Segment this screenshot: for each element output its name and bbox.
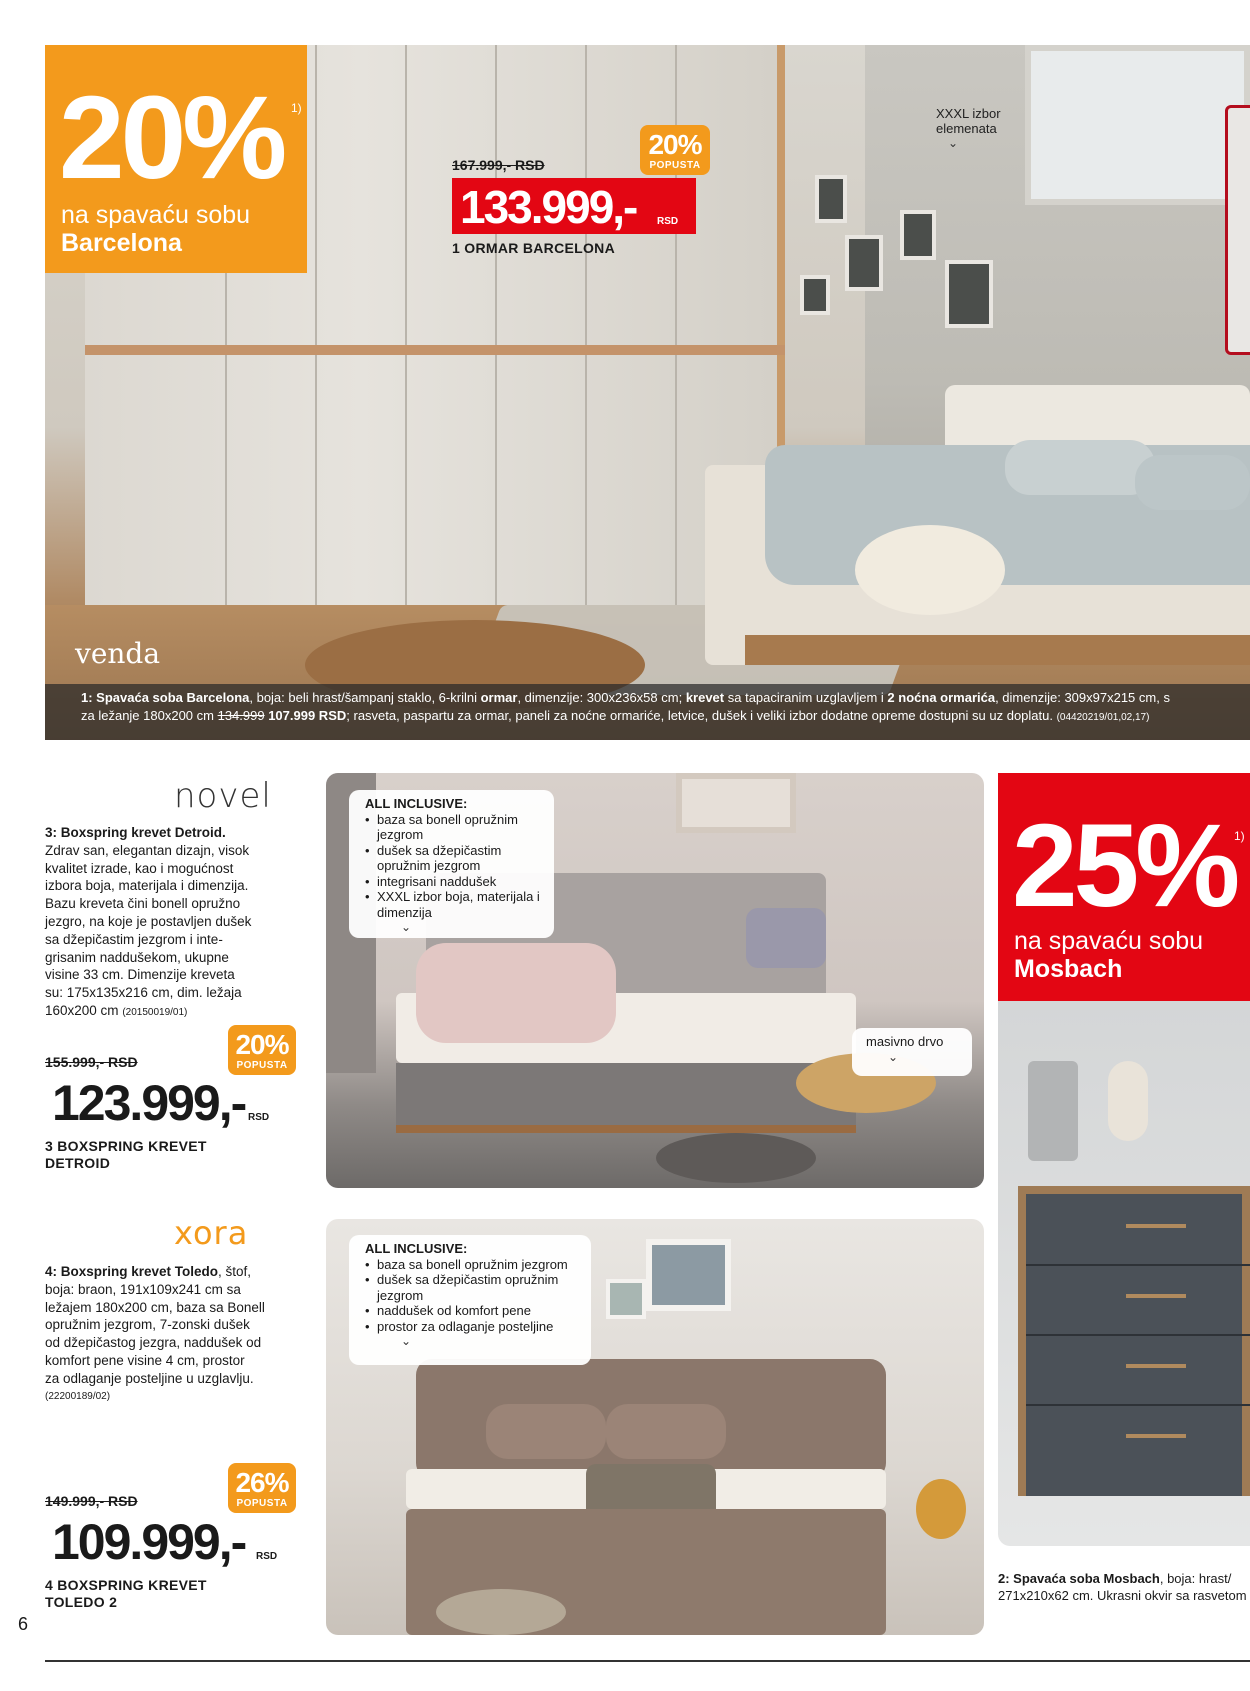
caption-bold: krevet xyxy=(685,690,725,705)
badge-percent: 20% xyxy=(648,129,702,160)
brand-venda: venda xyxy=(75,637,161,670)
price-value: 133.999,- xyxy=(460,181,637,233)
desc-line: visine 33 cm. Dimenzije kreveta xyxy=(45,967,235,983)
sculpture xyxy=(1108,1061,1148,1141)
footnote-marker: 1) xyxy=(1234,829,1245,843)
wall-picture xyxy=(815,175,847,223)
caption-text: ; rasveta, paspartu za ormar, paneli za noćne ormariće, letvice, dušek i veliki izbor dodatne opreme dostupni su uz doplatu. xyxy=(346,708,1057,723)
desc-line: , štof, xyxy=(218,1264,252,1279)
callout-text: masivno drvo xyxy=(866,1034,944,1049)
item-title xyxy=(45,1138,207,1172)
callout-heading: ALL INCLUSIVE: xyxy=(365,796,468,811)
callout-item: • baza sa bonell opružnim jezgrom xyxy=(365,812,544,843)
caption-text: 271x210x62 cm. Ukrasni okvir sa rasvetom xyxy=(998,1588,1247,1603)
badge-label: POPUSTA xyxy=(236,1060,288,1071)
desc-line: opružnim jezgrom, 7-zonski dušek xyxy=(45,1317,250,1333)
callout-heading: ALL INCLUSIVE: xyxy=(365,1241,468,1256)
callout-item: • dušek sa džepičastim opružnim jezgrom xyxy=(365,1272,581,1303)
callout-all-inclusive xyxy=(349,790,554,938)
item-title-line: 3 BOXSPRING KREVET xyxy=(45,1138,207,1154)
footnote-marker: 1) xyxy=(291,101,302,115)
promo-barcelona xyxy=(45,45,307,273)
callout-item: • integrisani naddušek xyxy=(365,874,544,890)
wall-picture xyxy=(845,235,883,291)
badge-label: POPUSTA xyxy=(236,1498,288,1509)
hero-window xyxy=(1025,45,1250,205)
caption-bold: 2 noćna ormarića xyxy=(887,690,996,705)
callout-item: • prostor za odlaganje posteljine xyxy=(365,1319,581,1335)
xxxl-note-line1: XXXL izbor xyxy=(936,106,1001,121)
caption-text: , boja: hrast/ xyxy=(1159,1571,1232,1586)
desc-line: su: 175x135x216 cm, dim. ležaja xyxy=(45,985,242,1001)
desc-line: sa džepičastim jezgrom i inte- xyxy=(45,931,223,947)
brand-xora: xora xyxy=(174,1214,249,1252)
desc-title: 3: Boxspring krevet Detroid. xyxy=(45,825,226,840)
callout-item: • dušek sa džepičastim opružnim jezgrom xyxy=(365,843,544,874)
bottom-rule xyxy=(45,1660,1250,1662)
discount-badge xyxy=(228,1025,296,1075)
mosbach-caption xyxy=(998,1570,1250,1604)
old-price: 149.999,- RSD xyxy=(45,1493,138,1509)
caption-code: (04420219/01,02,17) xyxy=(1056,712,1150,723)
caption-line2 xyxy=(81,707,1250,727)
hero-caption xyxy=(45,684,1250,740)
badge-label: POPUSTA xyxy=(649,160,701,171)
old-price: 167.999,- RSD xyxy=(452,157,545,173)
bed-base xyxy=(745,635,1250,665)
wall-picture xyxy=(646,1239,731,1311)
bed-base xyxy=(396,1063,856,1133)
callout-list xyxy=(365,1257,581,1335)
caption-text: sa tapaciranim uzglavljem i xyxy=(724,690,888,705)
item-title-line: TOLEDO 2 xyxy=(45,1594,118,1610)
pouf xyxy=(916,1479,966,1539)
callout-wood xyxy=(852,1028,972,1076)
callout-list xyxy=(365,812,544,921)
item-title xyxy=(45,1577,207,1611)
price-currency: RSD xyxy=(657,216,679,227)
desc-line: ležajem 180x200 cm, baza sa Bonell xyxy=(45,1299,265,1315)
promo-percent: 20% xyxy=(59,72,284,204)
desc-line: grisanim naddušekom, ukupne xyxy=(45,949,229,965)
brand-novel: novel xyxy=(174,776,272,816)
wall-picture xyxy=(945,260,993,328)
wall-mirror xyxy=(676,773,796,833)
pillow xyxy=(1135,455,1250,510)
callout-item: • XXXL izbor boja, materijala i dimenzija xyxy=(365,889,544,920)
promo-mosbach xyxy=(998,773,1250,1001)
caption-line1 xyxy=(81,689,1250,707)
desc-line: jezgro, na koje je postavljen dušek xyxy=(45,913,252,929)
price-currency: RSD xyxy=(256,1551,278,1562)
caption-text: , boja: beli hrast/šampanj staklo, 6-krilni xyxy=(249,690,481,705)
product-code: (22200189/02) xyxy=(45,1390,111,1402)
caption-old-price: 134.999 xyxy=(217,708,265,723)
price-tag xyxy=(452,178,696,234)
caption-text: , dimenzije: 309x97x215 cm, s xyxy=(995,690,1170,705)
caption-price: 107.999 RSD xyxy=(264,708,347,723)
floral-pillow xyxy=(746,908,826,968)
dresser xyxy=(1018,1186,1250,1496)
caption-label: 1: Spavaća soba Barcelona xyxy=(81,690,250,705)
desc-line: komfort pene visine 4 cm, prostor xyxy=(45,1352,245,1368)
desc-line: Zdrav san, elegantan dizajn, visok xyxy=(45,842,250,858)
sheepskin-throw xyxy=(855,525,1005,615)
desc-line: Bazu kreveta čini bonell opružno xyxy=(45,896,241,912)
detroit-description xyxy=(45,824,310,1022)
desc-line: 160x200 cm xyxy=(45,1002,119,1018)
wall-picture xyxy=(900,210,936,260)
desc-title: 4: Boxspring krevet Toledo xyxy=(45,1264,219,1279)
discount-badge xyxy=(228,1463,296,1513)
wall-picture xyxy=(800,275,830,315)
vase xyxy=(1028,1061,1078,1161)
promo-line2: Mosbach xyxy=(1014,955,1123,983)
badge-percent: 20% xyxy=(235,1029,289,1060)
old-price: 155.999,- RSD xyxy=(45,1054,138,1070)
desc-line: od džepičastog jezgra, naddušek od xyxy=(45,1335,262,1351)
promo-percent: 25% xyxy=(1012,800,1237,932)
item-title-line: DETROID xyxy=(45,1155,111,1171)
floor-rug xyxy=(436,1589,566,1635)
item-title-line: 4 BOXSPRING KREVET xyxy=(45,1577,207,1593)
fur-rug xyxy=(656,1133,816,1183)
chevron-down-icon: ⌄ xyxy=(948,136,959,150)
caption-text: za ležanje 180x200 cm xyxy=(81,708,218,723)
price-value: 109.999,- xyxy=(52,1514,246,1570)
callout-item: • baza sa bonell opružnim jezgrom xyxy=(365,1257,581,1273)
price-value: 123.999,- xyxy=(52,1075,246,1131)
caption-label: 2: Spavaća soba Mosbach xyxy=(998,1571,1160,1586)
callout-item: • naddušek od komfort pene xyxy=(365,1303,581,1319)
caption-bold: ormar xyxy=(480,690,518,705)
side-cabinet xyxy=(1225,105,1250,355)
toledo-description xyxy=(45,1263,315,1405)
promo-line1: na spavaću sobu xyxy=(1014,927,1204,955)
chevron-down-icon: ⌄ xyxy=(401,920,412,934)
desc-line: kvalitet izrade, kao i mogućnost xyxy=(45,860,234,876)
xxxl-note-line2: elemenata xyxy=(936,121,997,136)
chevron-down-icon: ⌄ xyxy=(401,1334,412,1348)
chevron-down-icon: ⌄ xyxy=(888,1049,899,1064)
discount-badge xyxy=(640,125,710,175)
pillow xyxy=(1005,440,1155,495)
wood-strip xyxy=(396,1125,856,1133)
photo-mosbach xyxy=(998,1001,1250,1546)
badge-percent: 26% xyxy=(235,1467,289,1498)
desc-line: izbora boja, materijala i dimenzija. xyxy=(45,878,249,894)
promo-line1: na spavaću sobu xyxy=(61,201,251,229)
page-number: 6 xyxy=(18,1614,29,1634)
bed-pillow xyxy=(486,1404,606,1459)
promo-line2: Barcelona xyxy=(61,229,182,257)
pink-blanket xyxy=(416,943,616,1043)
desc-line: za odlaganje posteljine u uzglavlju. xyxy=(45,1370,254,1386)
callout-all-inclusive xyxy=(349,1235,591,1365)
bed-pillow xyxy=(606,1404,726,1459)
product-code: (20150019/01) xyxy=(122,1006,188,1018)
desc-line: boja: braon, 191x109x241 cm sa xyxy=(45,1281,241,1297)
wall-picture xyxy=(606,1279,646,1319)
caption-text: , dimenzije: 300x236x58 cm; xyxy=(517,690,686,705)
price-currency: RSD xyxy=(248,1112,270,1123)
xxxl-note xyxy=(936,106,1001,151)
item-title: 1 ORMAR BARCELONA xyxy=(452,240,615,256)
